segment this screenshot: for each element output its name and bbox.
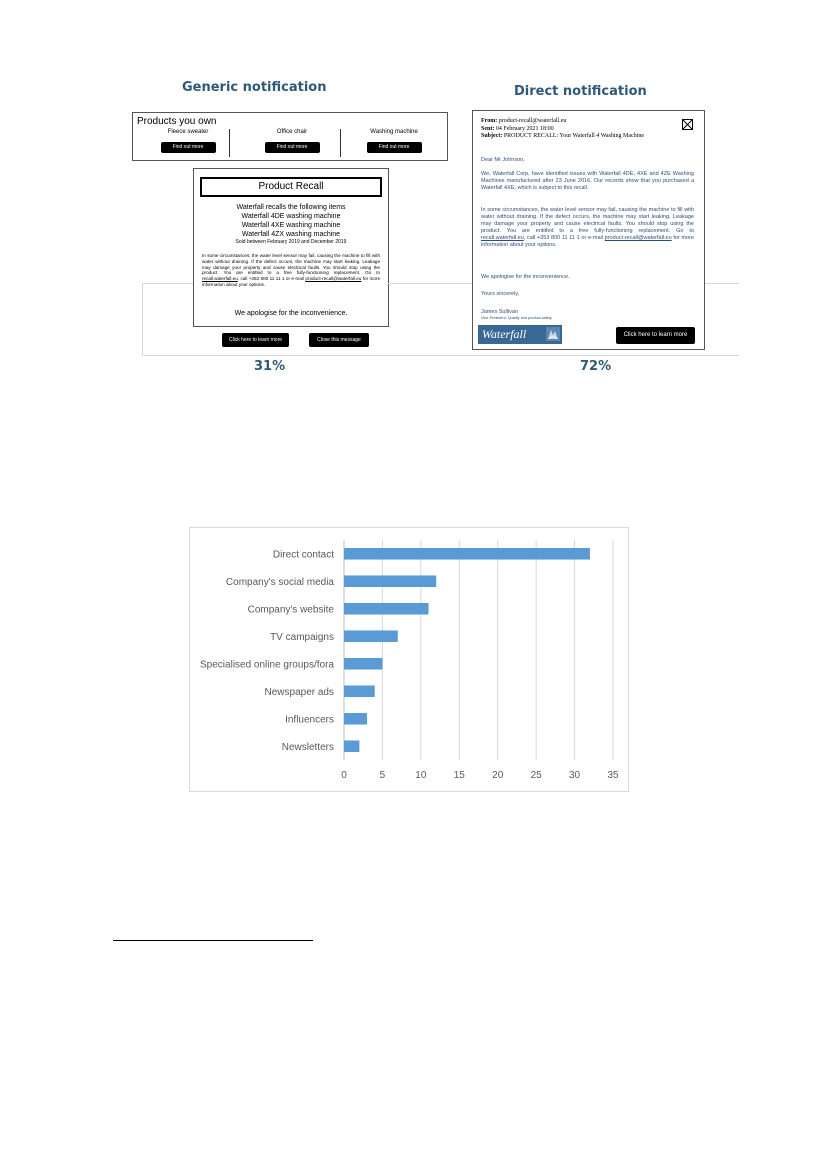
x-tick-label: 25 bbox=[530, 770, 542, 781]
bar bbox=[344, 548, 590, 560]
email-closing: Yours sincerely, bbox=[481, 291, 520, 297]
signer-name: James Sullivan bbox=[481, 309, 518, 315]
category-label: TV campaigns bbox=[270, 631, 334, 643]
recall-site-link[interactable]: recall.waterfall.eu bbox=[202, 276, 238, 282]
x-tick-label: 0 bbox=[341, 770, 347, 781]
sold-period: Sold between February 2019 and December 2019 bbox=[235, 239, 347, 245]
body-text: In some circumstances, the water level sensor may fail, causing the machine to fill with water without draining. If the defect occurs, the machine may start leaking. Leakage may damage your property and cause electrical faults. You should stop using the product. You are entitled to a free fully-functioning replacement. Go to bbox=[202, 253, 380, 276]
signer-role: Vice-President, Quality and product safety bbox=[481, 316, 552, 320]
recall-items bbox=[194, 203, 388, 246]
from-label: From: bbox=[481, 118, 498, 124]
email-greeting: Dear Mr Johnson, bbox=[481, 157, 525, 163]
body-text: , call +353 800 11 11 1 or e-mail bbox=[523, 235, 603, 241]
product-name: Fleece sweater bbox=[167, 129, 209, 135]
email-signature bbox=[481, 309, 552, 320]
category-label: Company's social media bbox=[225, 576, 334, 588]
email-apology: We apologise for the inconvenience. bbox=[481, 274, 570, 280]
product-fleece-sweater bbox=[139, 129, 237, 153]
email-subject bbox=[481, 133, 681, 141]
waterfall-logo bbox=[478, 325, 562, 344]
bar bbox=[344, 603, 429, 615]
bar bbox=[344, 658, 382, 670]
footnote-separator bbox=[113, 940, 313, 941]
recall-email bbox=[472, 110, 705, 350]
logo-text: Waterfall bbox=[482, 327, 527, 341]
bar bbox=[344, 713, 367, 725]
subject-value: PRODUCT RECALL: Your Waterfall 4 Washing Machine bbox=[503, 133, 645, 139]
learn-more-button[interactable]: Click here to learn more bbox=[222, 333, 289, 347]
recall-site-link[interactable]: recall.waterfall.eu bbox=[481, 235, 524, 241]
product-name: Office chair bbox=[276, 129, 308, 135]
notification-channel-chart bbox=[189, 527, 629, 792]
x-tick-label: 30 bbox=[569, 770, 581, 781]
category-label: Direct contact bbox=[272, 549, 334, 561]
direct-percentage: 72% bbox=[580, 359, 612, 374]
products-title: Products you own bbox=[137, 116, 217, 127]
subject-label: Subject: bbox=[481, 133, 503, 139]
product-washing-machine bbox=[345, 129, 443, 153]
column-divider bbox=[340, 129, 341, 157]
recall-item: Waterfall 4XE washing machine bbox=[241, 222, 341, 229]
bar bbox=[344, 740, 359, 752]
x-tick-label: 20 bbox=[492, 770, 504, 781]
email-from bbox=[481, 118, 681, 126]
popup-title: Product Recall bbox=[200, 177, 382, 197]
email-paragraph bbox=[481, 207, 694, 249]
find-out-more-button[interactable]: Find out more bbox=[367, 142, 422, 153]
find-out-more-button[interactable]: Find out more bbox=[265, 142, 320, 153]
x-tick-label: 35 bbox=[607, 770, 619, 781]
body-text: , call +353 800 11 11 1 or e-mail bbox=[237, 276, 304, 282]
category-label: Company's website bbox=[247, 604, 334, 616]
find-out-more-button[interactable]: Find out more bbox=[161, 142, 216, 153]
frame-line bbox=[142, 283, 193, 284]
email-sent bbox=[481, 126, 681, 134]
sent-label: Sent: bbox=[481, 125, 495, 132]
generic-notification-heading: Generic notification bbox=[182, 80, 327, 95]
product-name: Washing machine bbox=[370, 129, 418, 135]
bar bbox=[344, 575, 436, 587]
x-tick-label: 15 bbox=[453, 770, 465, 781]
x-tick-label: 5 bbox=[379, 770, 386, 781]
popup-apology: We apologise for the inconvenience. bbox=[234, 310, 348, 317]
recall-item: Waterfall 4DE washing machine bbox=[241, 213, 341, 220]
bar bbox=[344, 685, 375, 697]
frame-line bbox=[387, 283, 472, 284]
email-paragraph: We, Waterfall Corp, have identified issues with Waterfall 4DE, 4XE and 4ZE Washing Machines manufactured after 23 June 2016. Our records show that you purchased a Waterfall 4XE, which is subject to this recall. bbox=[481, 171, 694, 191]
category-label: Newspaper ads bbox=[264, 686, 334, 698]
waterfall-emblem-icon bbox=[546, 327, 560, 341]
from-value: product-recall@waterfall.eu bbox=[498, 118, 567, 124]
recall-email-link[interactable]: product-recall@waterfall.eu bbox=[604, 235, 672, 241]
bar-chart bbox=[190, 528, 628, 791]
sent-value: 04 February 2021 18:00 bbox=[495, 125, 554, 132]
email-header bbox=[481, 118, 681, 141]
bar bbox=[344, 630, 398, 642]
category-label: Newsletters bbox=[281, 741, 334, 753]
close-icon[interactable] bbox=[682, 119, 693, 130]
recall-item: Waterfall 4ZX washing machine bbox=[241, 231, 341, 238]
close-message-button[interactable]: Close this message bbox=[309, 333, 369, 347]
x-tick-label: 10 bbox=[415, 770, 427, 781]
recall-lead: Waterfall recalls the following items bbox=[236, 204, 346, 211]
frame-line bbox=[703, 283, 739, 284]
learn-more-button[interactable]: Click here to learn more bbox=[616, 327, 695, 344]
generic-percentage: 31% bbox=[254, 359, 286, 374]
direct-notification-heading: Direct notification bbox=[514, 84, 647, 99]
product-recall-popup bbox=[193, 168, 389, 327]
frame-baseline bbox=[142, 355, 739, 356]
recall-email-link[interactable]: product-recall@waterfall.eu bbox=[305, 276, 362, 282]
category-label: Influencers bbox=[285, 714, 334, 726]
category-label: Specialised online groups/fora bbox=[200, 659, 334, 671]
frame-left-edge bbox=[142, 283, 143, 356]
product-office-chair bbox=[243, 129, 341, 153]
column-divider bbox=[229, 129, 230, 157]
popup-body-text bbox=[202, 253, 380, 288]
body-text: for more information about your options. bbox=[481, 235, 694, 248]
products-you-own-panel bbox=[132, 112, 448, 161]
body-text: for more information about your options. bbox=[202, 276, 381, 287]
body-text: In some circumstances, the water level sensor may fail, causing the machine to fill with water without draining. If the defect occurs, the machine may start leaking. Leakage may damage your property and cause electrical faults. You should stop using the product. You are entitled to a free fully-functioning replacement. Go to bbox=[481, 207, 694, 234]
